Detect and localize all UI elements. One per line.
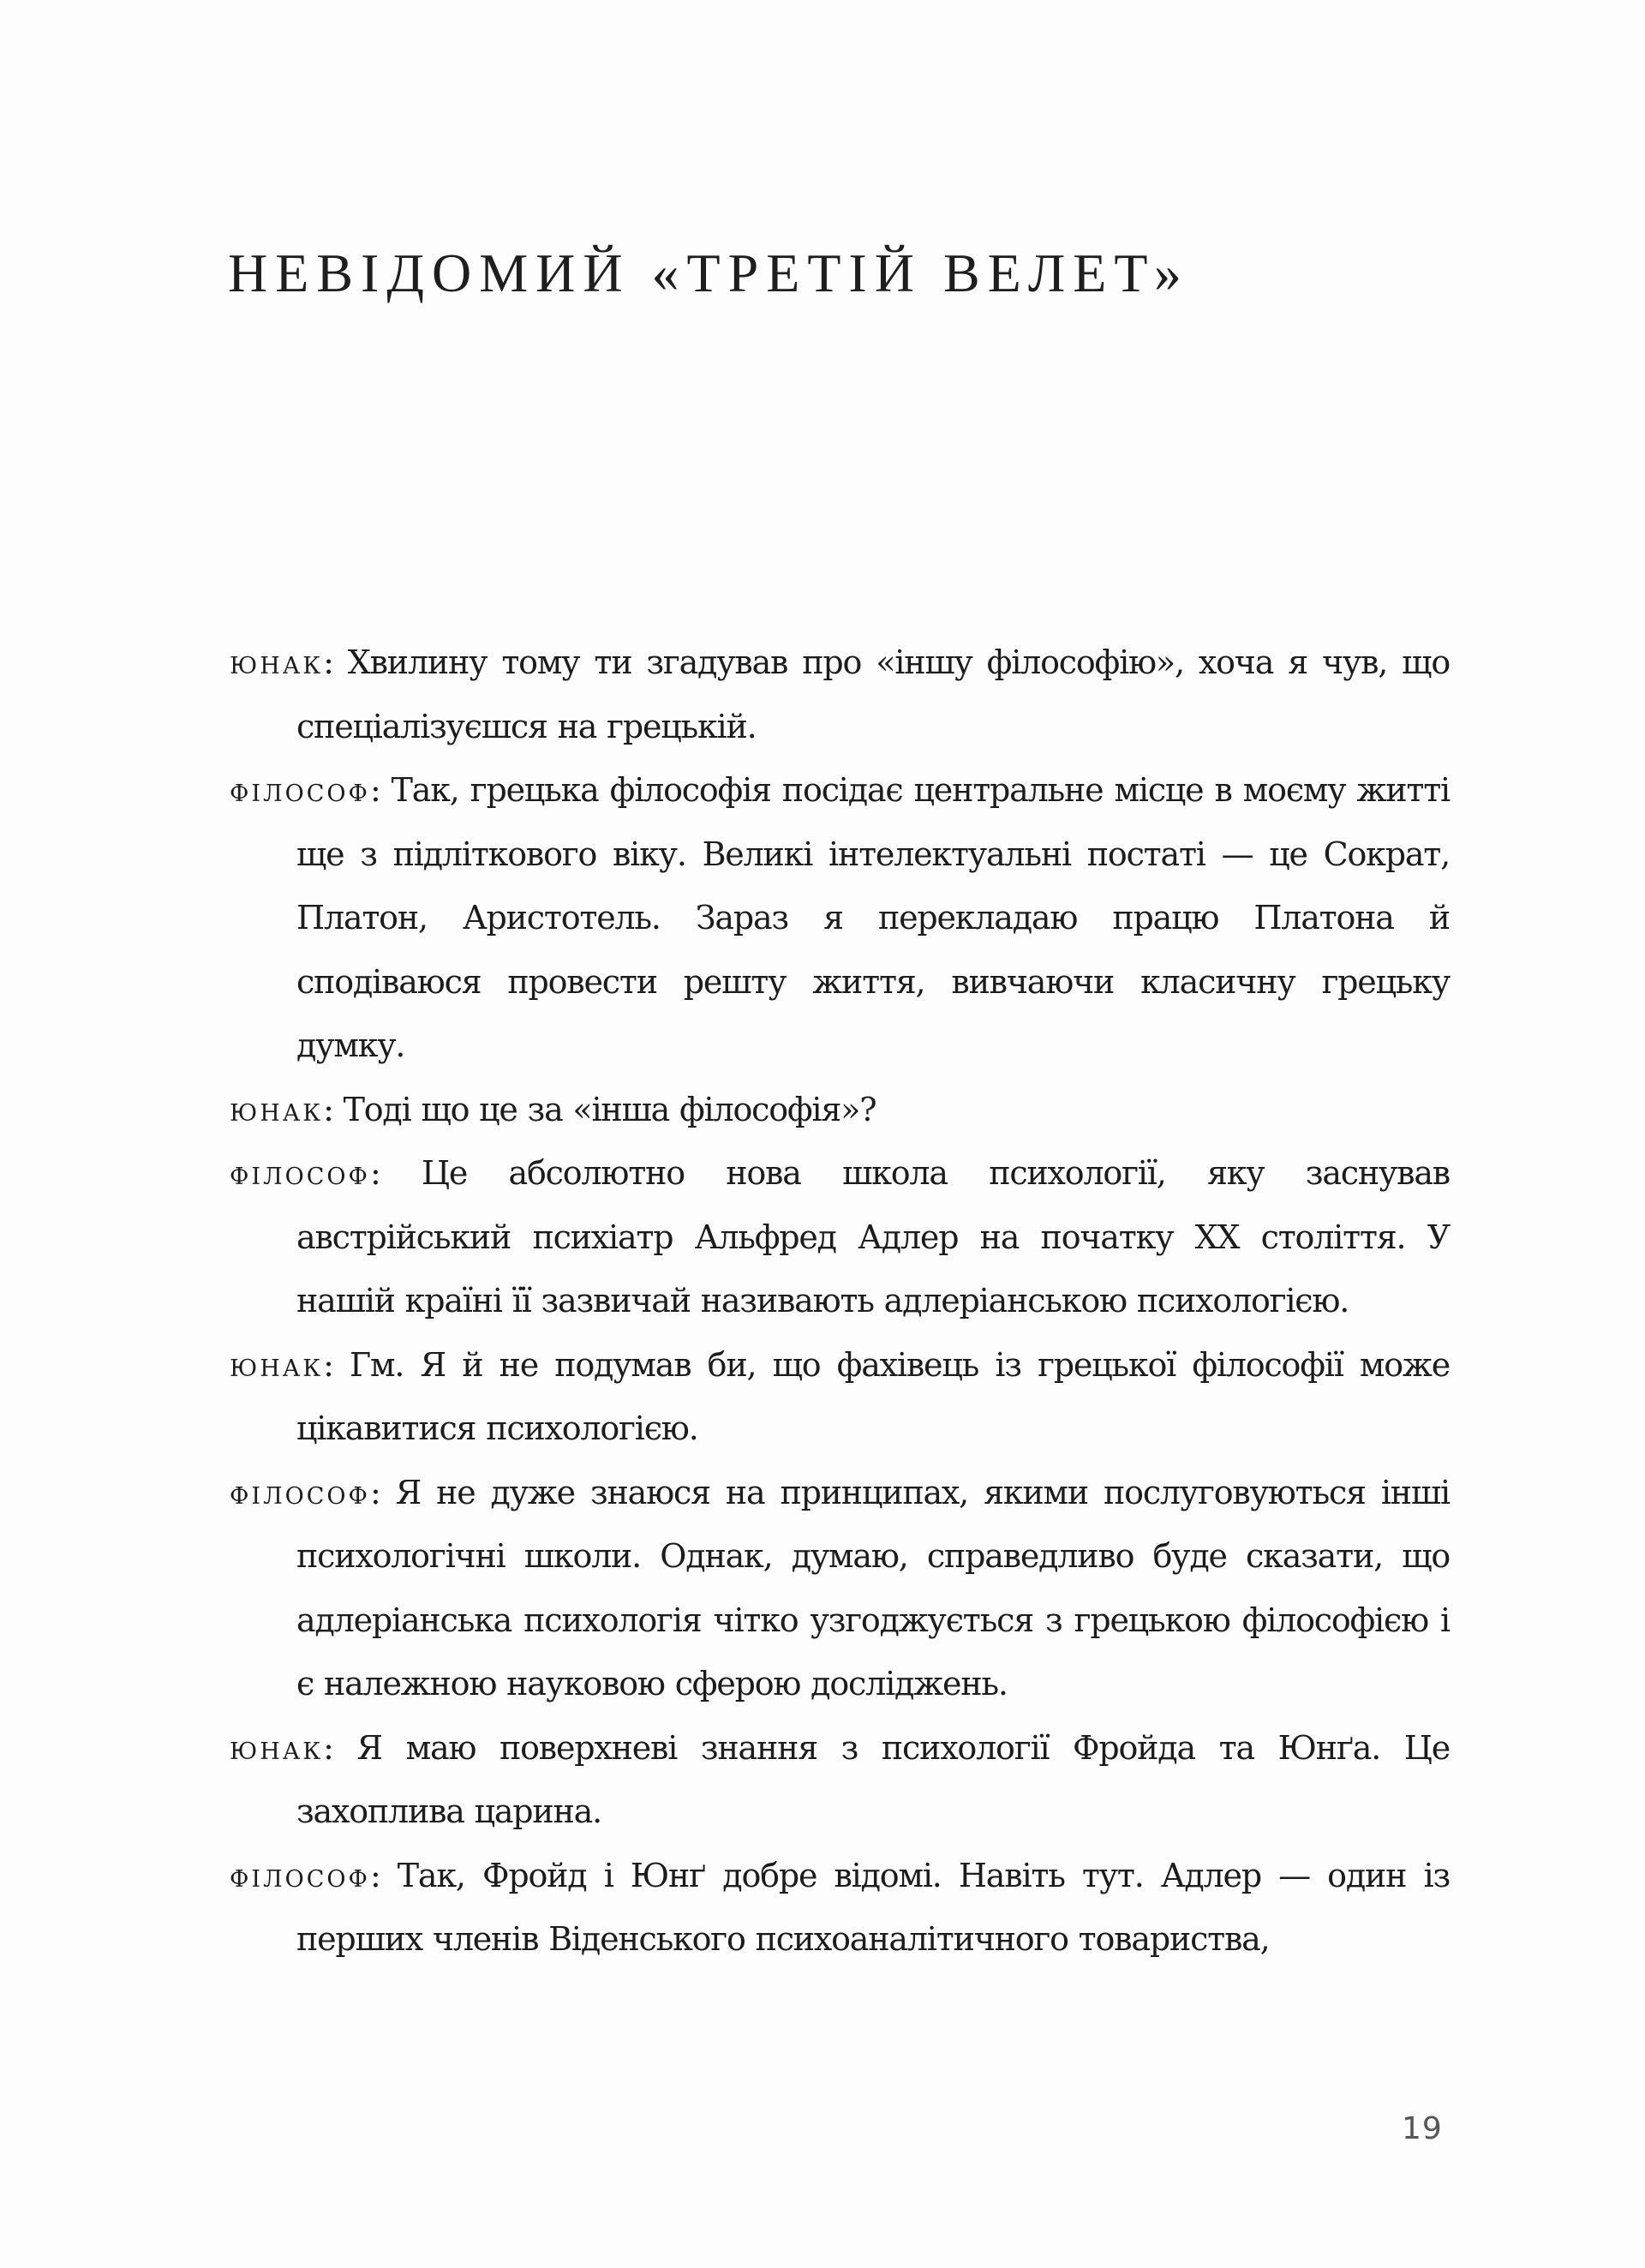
dialogue-text: Так, грецька філософія посідає центральне місце в моєму житті ще з підліткового віку. Великі інтелектуальні постаті — це Сократ, Платон, Аристотель. Зараз я перекладаю працю Платона й сподіваюся провести решту життя, вивчаючи класичну грецьку думку. <box>296 771 1450 1064</box>
speaker-label: філософ <box>230 1154 370 1192</box>
speaker-separator: : <box>369 1473 396 1511</box>
speaker-label: юнак <box>230 1728 324 1767</box>
speaker-label: філософ <box>230 771 370 809</box>
dialogue-turn <box>230 758 1450 1078</box>
dialogue-text: Так, Фройд і Юнґ добре відомі. Навіть тут. Адлер — один із перших членів Віденського психоаналітичного товариства, <box>296 1856 1451 1958</box>
dialogue-body <box>230 631 1450 1972</box>
dialogue-turn <box>230 1333 1450 1461</box>
chapter-title: НЕВІДОМИЙ «ТРЕТІЙ ВЕЛЕТ» <box>228 242 1189 303</box>
dialogue-text: Тоді що це за «інша філософія»? <box>343 1090 876 1128</box>
dialogue-text: Я не дуже знаюся на принципах, якими послуговуються інші психологічні школи. Однак, думаю, справедливо буде сказати, що адлеріанська психологія чітко узгоджується з грецькою філософією і є належною науковою сферою досліджень. <box>296 1473 1451 1702</box>
dialogue-turn <box>230 1078 1450 1142</box>
speaker-separator: : <box>369 1856 398 1894</box>
dialogue-text: Це абсолютно нова школа психології, яку заснував австрійський психіатр Альфред Адлер на початку ХХ століття. У нашій країні її зазвичай називають адлеріанською психологією. <box>296 1154 1450 1320</box>
dialogue-turn <box>230 631 1450 758</box>
speaker-separator: : <box>323 643 348 681</box>
speaker-separator: : <box>323 1090 344 1128</box>
dialogue-text: Я маю поверхневі знання з психології Фройда та Юнґа. Це захоплива царина. <box>296 1728 1450 1830</box>
speaker-label: юнак <box>230 1090 324 1128</box>
speaker-separator: : <box>323 1728 357 1767</box>
dialogue-turn <box>230 1716 1450 1844</box>
dialogue-text: Гм. Я й не подумав би, що фахівець із грецької філософії може цікавитися психологією. <box>296 1345 1451 1447</box>
dialogue-turn <box>230 1844 1450 1972</box>
speaker-label: юнак <box>230 1345 324 1384</box>
speaker-separator: : <box>369 1154 422 1192</box>
speaker-label: філософ <box>230 1856 370 1894</box>
speaker-label: юнак <box>230 643 324 681</box>
dialogue-turn <box>230 1461 1450 1716</box>
dialogue-text: Хвилину тому ти згадував про «іншу філософію», хоча я чув, що спеціалізуєшся на грецькій. <box>296 643 1450 745</box>
dialogue-turn <box>230 1141 1450 1333</box>
speaker-label: філософ <box>230 1473 370 1511</box>
speaker-separator: : <box>369 771 392 809</box>
speaker-separator: : <box>323 1345 350 1384</box>
page-number: 19 <box>1402 2111 1443 2146</box>
